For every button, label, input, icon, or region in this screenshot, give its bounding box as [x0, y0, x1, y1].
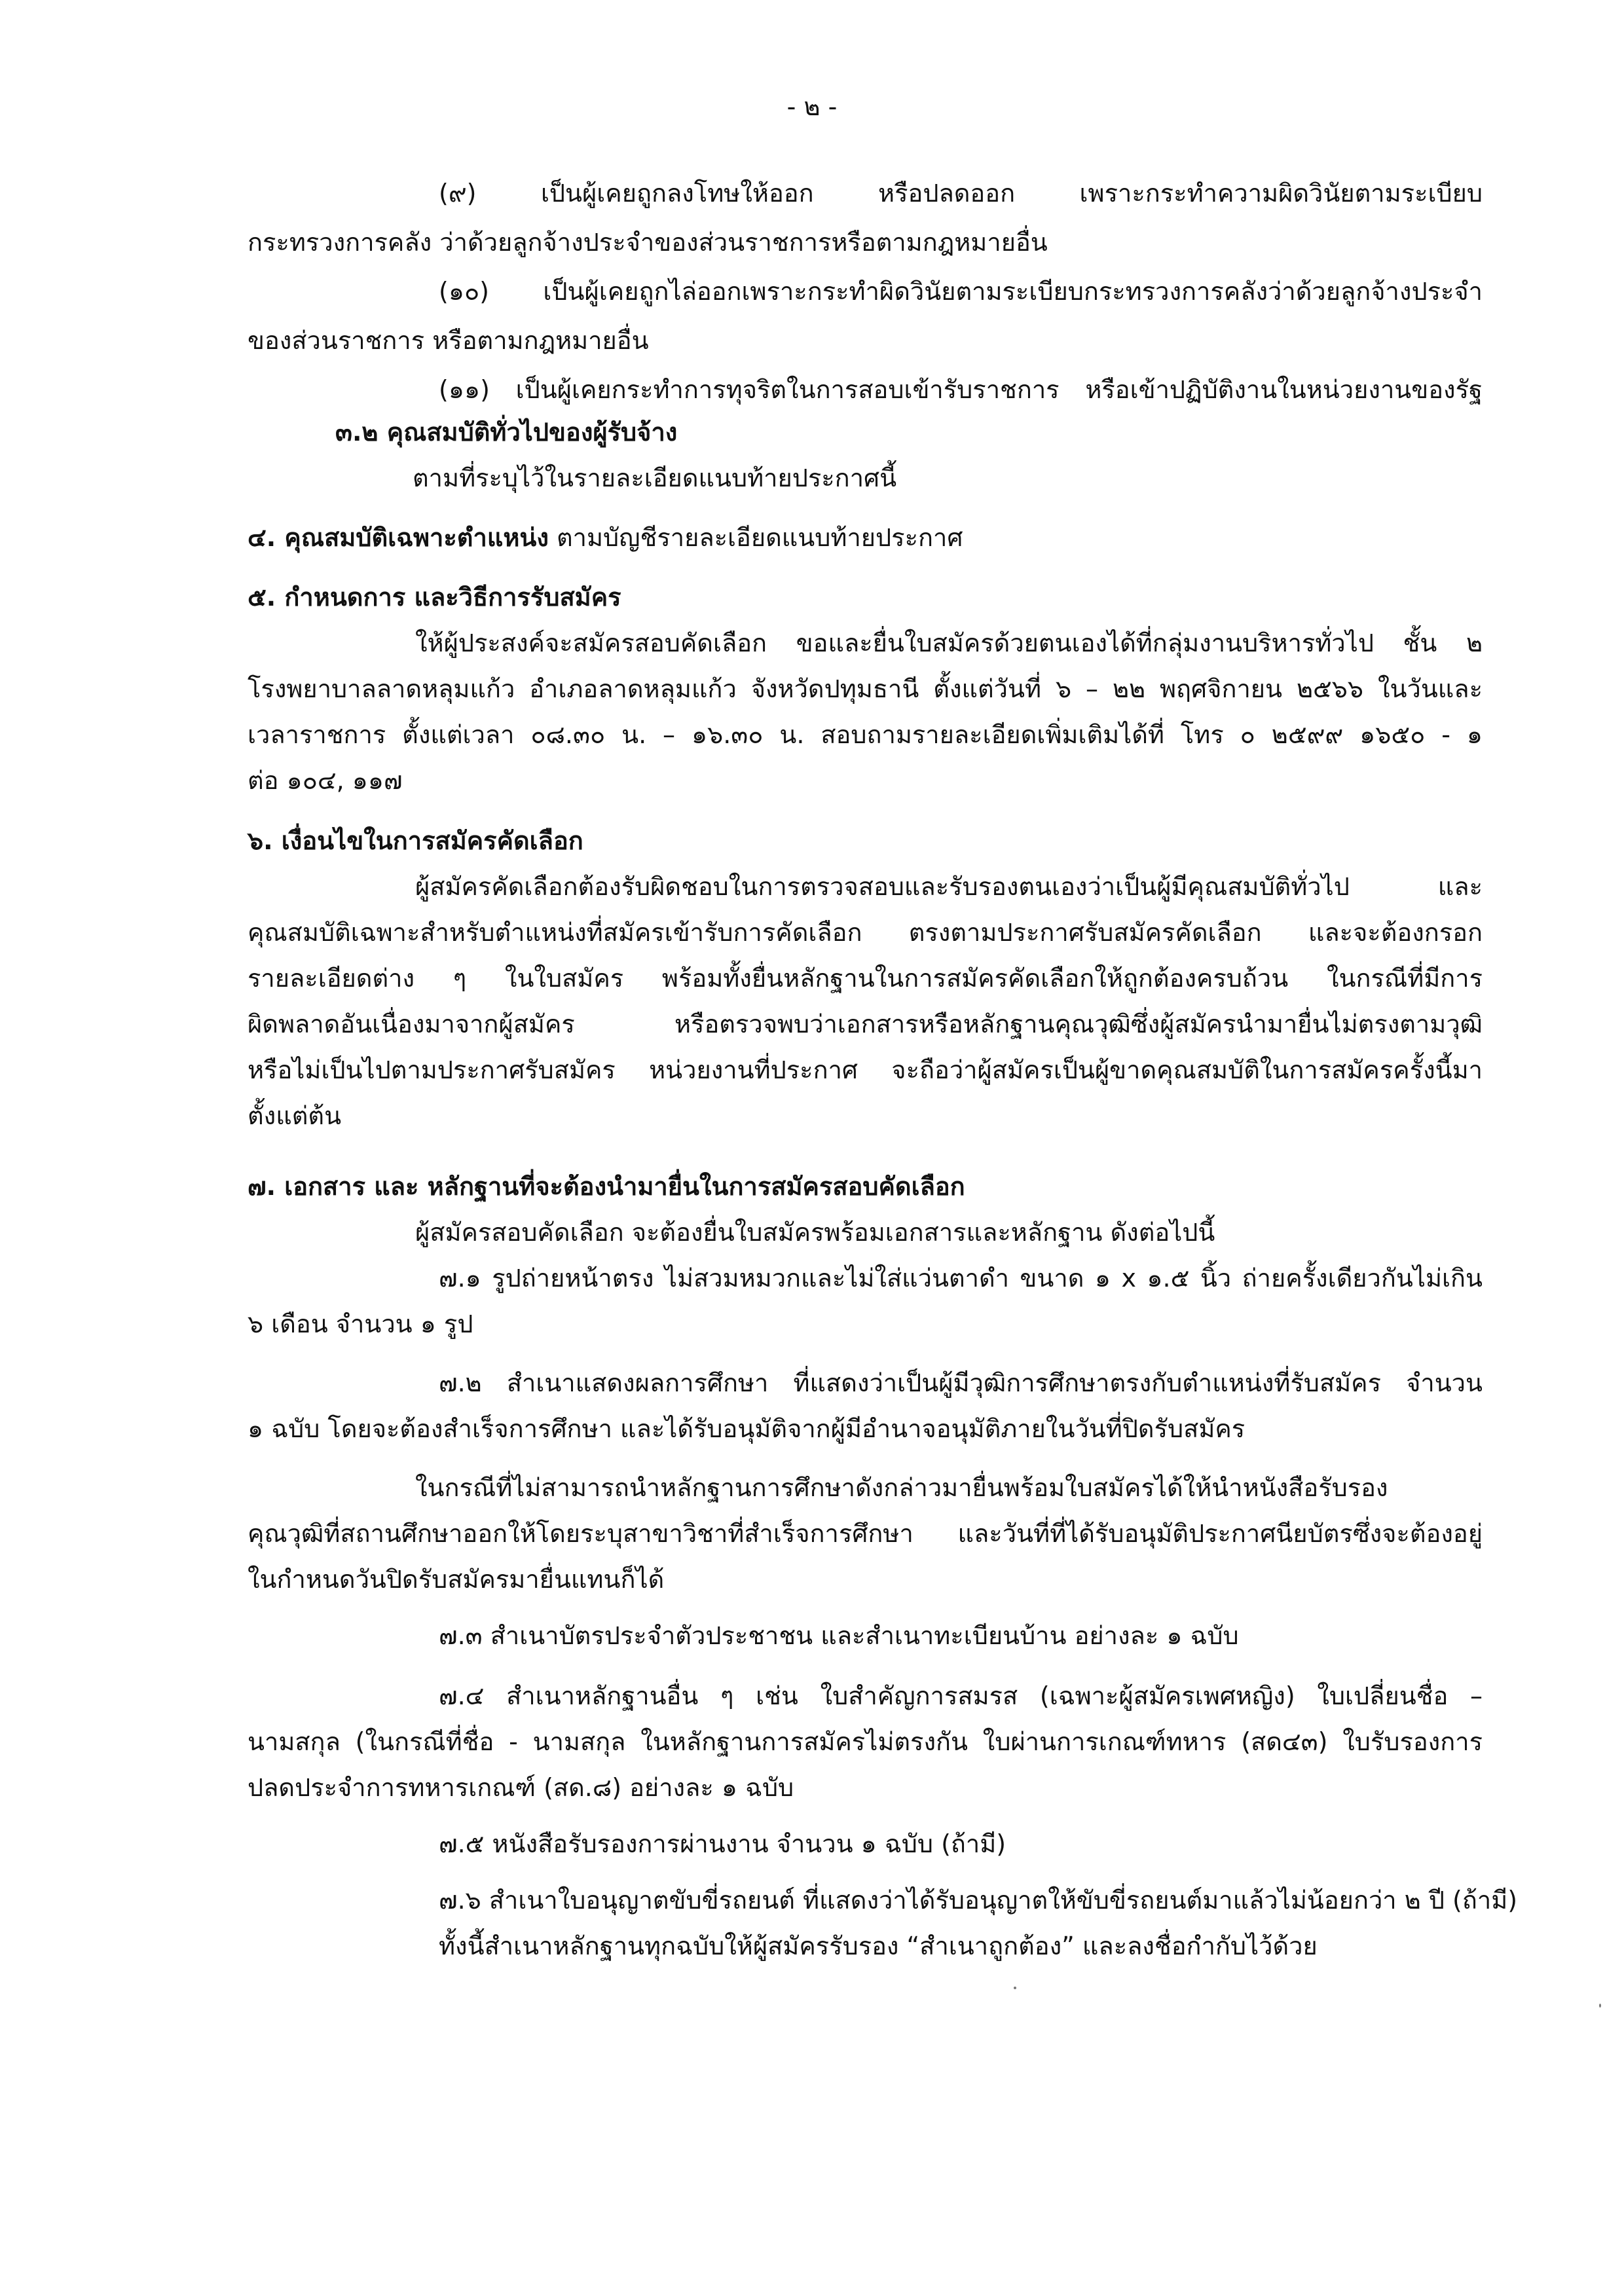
paragraph-line: ๗.๑ รูปถ่ายหน้าตรง ไม่สวมหมวกและไม่ใส่แว่นตาดำ ขนาด ๑ x ๑.๕ นิ้ว ถ่ายครั้งเดียวกันไม่เกิน	[439, 1264, 1483, 1293]
section-text: ตามบัญชีรายละเอียดแนบท้ายประกาศ	[548, 523, 963, 552]
paragraph-line: หรือไม่เป็นไปตามประกาศรับสมัคร หน่วยงานที่ประกาศ จะถือว่าผู้สมัครเป็นผู้ขาดคุณสมบัติในการสมัครครั้งนี้มา	[248, 1056, 1483, 1084]
paragraph-line: ๗.๖ สำเนาใบอนุญาตขับขี่รถยนต์ ที่แสดงว่าได้รับอนุญาตให้ขับขี่รถยนต์มาแล้วไม่น้อยกว่า ๒ ปี (ถ้ามี)	[439, 1886, 1518, 1915]
paragraph-line: ทั้งนี้สำเนาหลักฐานทุกฉบับให้ผู้สมัครรับรอง “สำเนาถูกต้อง” และลงชื่อกำกับไว้ด้วย	[439, 1932, 1318, 1960]
paragraph-line: (๑๐) เป็นผู้เคยถูกไล่ออกเพราะกระทำผิดวินัยตามระเบียบกระทรวงการคลังว่าด้วยลูกจ้างประจำ	[439, 277, 1483, 306]
paragraph-line: กระทรวงการคลัง ว่าด้วยลูกจ้างประจำของส่วนราชการหรือตามกฎหมายอื่น	[248, 228, 1048, 257]
section-heading: ๕. กำหนดการ และวิธีการรับสมัคร	[248, 583, 621, 612]
subsection-heading: ๓.๒ คุณสมบัติทั่วไปของผู้รับจ้าง	[335, 418, 678, 447]
paragraph-line: โรงพยาบาลลาดหลุมแก้ว อำเภอลาดหลุมแก้ว จังหวัดปทุมธานี ตั้งแต่วันที่ ๖ – ๒๒ พฤศจิกายน ๒๕๖๖ ในวันและ	[248, 674, 1483, 703]
paragraph-line: (๑๑) เป็นผู้เคยกระทำการทุจริตในการสอบเข้ารับราชการ หรือเข้าปฏิบัติงานในหน่วยงานของรัฐ	[439, 375, 1483, 404]
paragraph-line: ผู้สมัครคัดเลือกต้องรับผิดชอบในการตรวจสอบและรับรองตนเองว่าเป็นผู้มีคุณสมบัติทั่วไป และ	[415, 872, 1483, 901]
paragraph-line: ผู้สมัครสอบคัดเลือก จะต้องยื่นใบสมัครพร้อมเอกสารและหลักฐาน ดังต่อไปนี้	[415, 1218, 1215, 1247]
paragraph-line: คุณวุฒิที่สถานศึกษาออกให้โดยระบุสาขาวิชาที่สำเร็จการศึกษา และวันที่ที่ได้รับอนุมัติประกาศนียบัตรซึ่งจะต้องอยู่	[248, 1519, 1483, 1548]
paragraph-line: ปลดประจำการทหารเกณฑ์ (สด.๘) อย่างละ ๑ ฉบับ	[248, 1773, 794, 1802]
paragraph-line: ในกำหนดวันปิดรับสมัครมายื่นแทนก็ได้	[248, 1565, 665, 1594]
paragraph-line: ๗.๕ หนังสือรับรองการผ่านงาน จำนวน ๑ ฉบับ (ถ้ามี)	[439, 1829, 1006, 1858]
paragraph-line: ๑ ฉบับ โดยจะต้องสำเร็จการศึกษา และได้รับอนุมัติจากผู้มีอำนาจอนุมัติภายในวันที่ปิดรับสมัคร	[248, 1414, 1246, 1443]
paragraph-line: ๗.๓ สำเนาบัตรประจำตัวประชาชน และสำเนาทะเบียนบ้าน อย่างละ ๑ ฉบับ	[439, 1621, 1239, 1650]
paragraph-line: ๗.๔ สำเนาหลักฐานอื่น ๆ เช่น ใบสำคัญการสมรส (เฉพาะผู้สมัครเพศหญิง) ใบเปลี่ยนชื่อ –	[439, 1681, 1483, 1710]
paragraph-line: ของส่วนราชการ หรือตามกฎหมายอื่น	[248, 326, 649, 355]
page-number: - ๒ -	[786, 92, 838, 121]
section-heading: ๔. คุณสมบัติเฉพาะตำแหน่ง	[248, 523, 549, 552]
paragraph-line: รายละเอียดต่าง ๆ ในใบสมัคร พร้อมทั้งยื่นหลักฐานในการสมัครคัดเลือกให้ถูกต้องครบถ้วน ในกรณีที่มีการ	[248, 964, 1483, 993]
paragraph-line: ต่อ ๑๐๔, ๑๑๗	[248, 766, 403, 795]
paragraph-line: ผิดพลาดอันเนื่องมาจากผู้สมัคร หรือตรวจพบว่าเอกสารหรือหลักฐานคุณวุฒิซึ่งผู้สมัครนำมายื่นไม่ตรงตามวุฒิ	[248, 1010, 1483, 1038]
section-4-line	[248, 514, 963, 561]
section-heading: ๗. เอกสาร และ หลักฐานที่จะต้องนำมายื่นในการสมัครสอบคัดเลือก	[248, 1172, 965, 1201]
paragraph-line: เวลาราชการ ตั้งแต่เวลา ๐๘.๓๐ น. – ๑๖.๓๐ น. สอบถามรายละเอียดเพิ่มเติมได้ที่ โทร ๐ ๒๕๙๙ ๑๖๕๐ - ๑	[248, 720, 1483, 749]
paragraph-line: ให้ผู้ประสงค์จะสมัครสอบคัดเลือก ขอและยื่นใบสมัครด้วยตนเองได้ที่กลุ่มงานบริหารทั่วไป ชั้น ๒	[415, 629, 1483, 657]
paragraph-line: คุณสมบัติเฉพาะสำหรับตำแหน่งที่สมัครเข้ารับการคัดเลือก ตรงตามประกาศรับสมัครคัดเลือก และจะต้องกรอก	[248, 918, 1483, 947]
scan-speck	[1599, 2004, 1601, 2008]
paragraph-line: ตั้งแต่ต้น	[248, 1101, 342, 1130]
paragraph-line: (๙) เป็นผู้เคยถูกลงโทษให้ออก หรือปลดออก เพราะกระทำความผิดวินัยตามระเบียบ	[439, 179, 1483, 208]
paragraph-line: ในกรณีที่ไม่สามารถนำหลักฐานการศึกษาดังกล่าวมายื่นพร้อมใบสมัครได้ให้นำหนังสือรับรอง	[415, 1473, 1388, 1502]
paragraph-line: นามสกุล (ในกรณีที่ชื่อ - นามสกุล ในหลักฐานการสมัครไม่ตรงกัน ใบผ่านการเกณฑ์ทหาร (สด๔๓) ใบรับรองการ	[248, 1727, 1483, 1756]
scan-speck	[1014, 1987, 1016, 1989]
paragraph-line: ๖ เดือน จำนวน ๑ รูป	[248, 1310, 473, 1338]
paragraph-line: ๗.๒ สำเนาแสดงผลการศึกษา ที่แสดงว่าเป็นผู้มีวุฒิการศึกษาตรงกับตำแหน่งที่รับสมัคร จำนวน	[439, 1368, 1483, 1397]
paragraph-line: ตามที่ระบุไว้ในรายละเอียดแนบท้ายประกาศนี้	[413, 464, 897, 492]
section-heading: ๖. เงื่อนไขในการสมัครคัดเลือก	[248, 826, 583, 855]
